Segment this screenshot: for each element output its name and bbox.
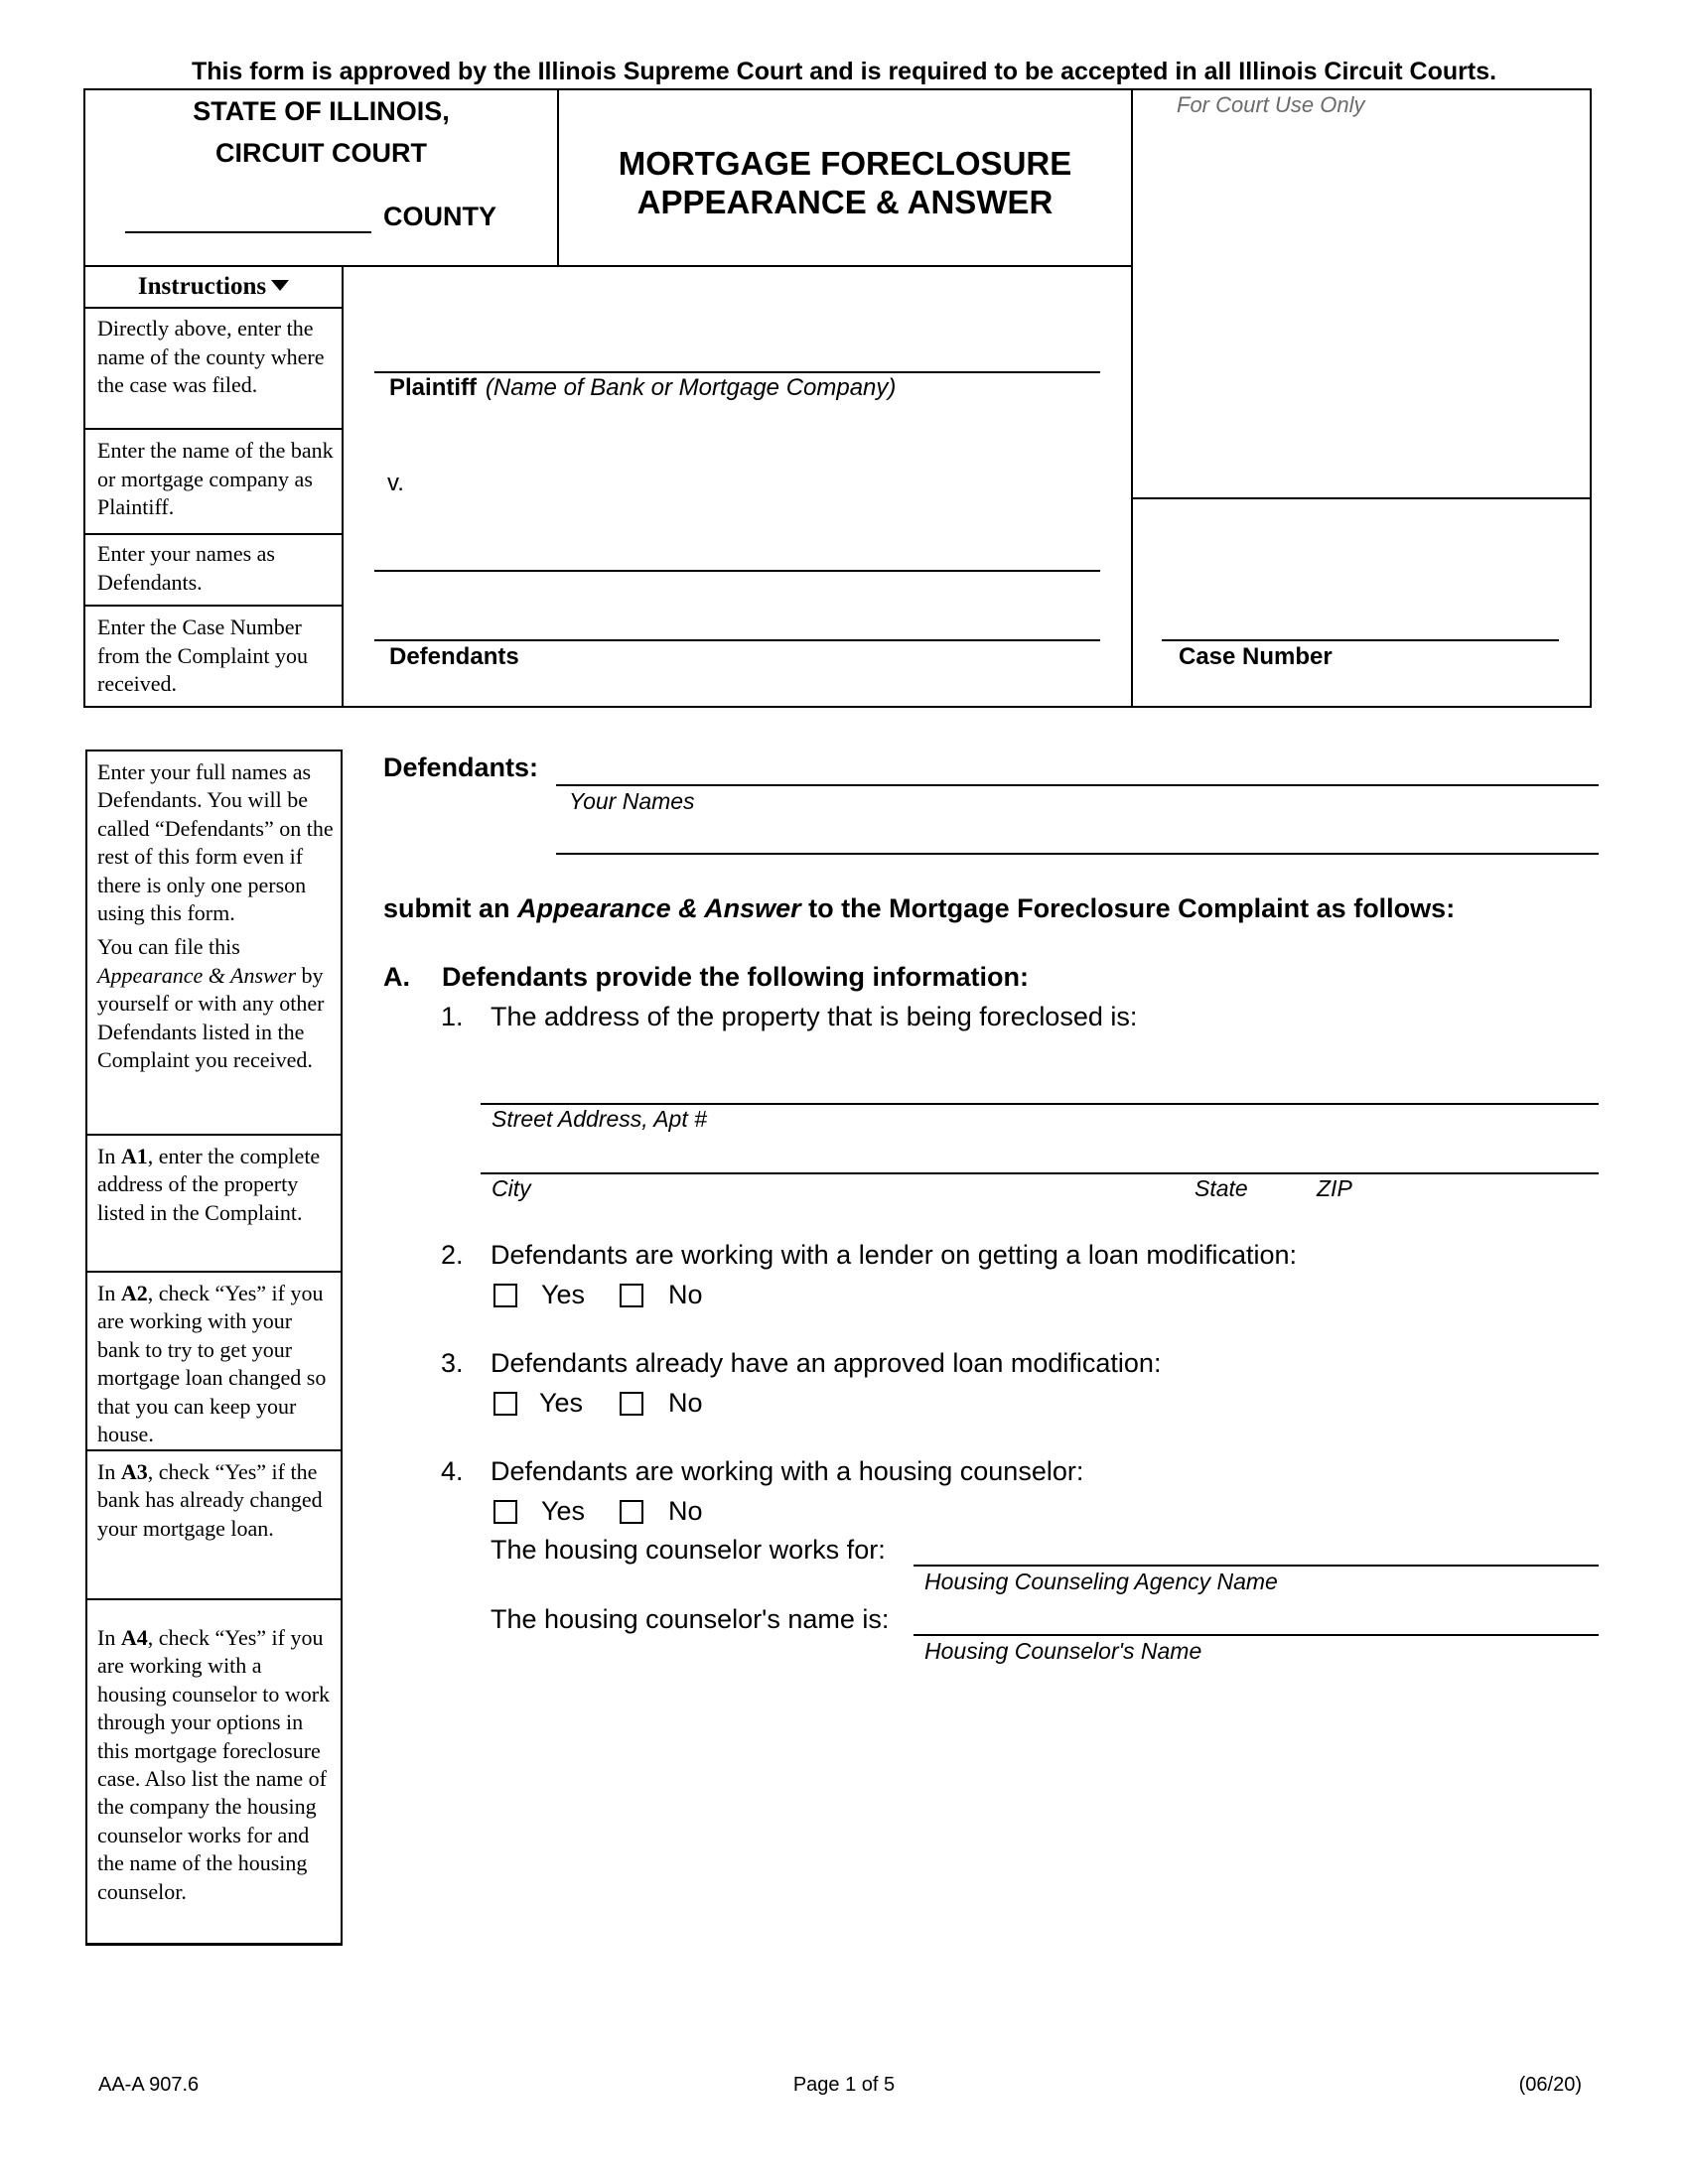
counselor-name-label: The housing counselor's name is: bbox=[491, 1604, 890, 1634]
submit-statement bbox=[383, 893, 1455, 924]
plaintiff-label: Plaintiff bbox=[389, 374, 477, 401]
side-a4-text: , check “Yes” if you are working with a housing counselor to work through your options in this mortgage foreclosure case. Also list the name of the company the housing counselor works for and the name of the housing counselor. bbox=[97, 1625, 331, 1904]
q2-no-label: No bbox=[668, 1280, 703, 1309]
defendants-main-label: Defendants: bbox=[383, 752, 539, 782]
counselor-works-for-label: The housing counselor works for: bbox=[491, 1535, 886, 1565]
side-a2-pre: In bbox=[97, 1281, 121, 1305]
q4-no-checkbox[interactable] bbox=[620, 1500, 643, 1524]
county-label: COUNTY bbox=[383, 202, 496, 231]
instructions-header bbox=[85, 267, 342, 309]
q2-yes-label: Yes bbox=[541, 1280, 586, 1309]
side-filing-italic: Appearance & Answer bbox=[97, 962, 297, 988]
your-names-hint: Your Names bbox=[569, 788, 695, 814]
case-caption bbox=[83, 88, 1592, 708]
submit-post: to the Mortgage Foreclosure Complaint as follows: bbox=[800, 893, 1456, 923]
instruction-plaintiff: Enter the name of the bank or mortgage company as Plaintiff. bbox=[97, 438, 334, 519]
q2-number: 2. bbox=[441, 1240, 464, 1270]
instruction-defendants: Enter your names as Defendants. bbox=[97, 541, 275, 595]
side-a3-ref: A3 bbox=[120, 1459, 148, 1484]
form-code: AA-A 907.6 bbox=[98, 2074, 200, 2096]
county-input-line[interactable] bbox=[125, 231, 371, 233]
versus-label: v. bbox=[387, 470, 404, 496]
q1-number: 1. bbox=[441, 1002, 464, 1031]
triangle-down-icon bbox=[271, 280, 289, 291]
side-cell-a1 bbox=[87, 1136, 341, 1273]
agency-name-input-line[interactable] bbox=[914, 1565, 1599, 1567]
side-cell-a3 bbox=[87, 1451, 341, 1600]
side-a3-text: , check “Yes” if the bank has already changed your mortgage loan. bbox=[97, 1459, 323, 1541]
q4-yes-checkbox[interactable] bbox=[493, 1500, 517, 1524]
your-names-input-line-2[interactable] bbox=[556, 853, 1599, 855]
approval-notice: This form is approved by the Illinois Supreme Court and is required to be accepted in all Illinois Circuit Courts. bbox=[191, 58, 1497, 85]
case-number-label: Case Number bbox=[1179, 643, 1333, 670]
state-hint: State bbox=[1195, 1175, 1248, 1201]
side-cell-defendants bbox=[87, 751, 341, 1134]
side-instructions bbox=[85, 750, 343, 1946]
side-cell-a2 bbox=[87, 1273, 341, 1451]
counselor-name-input-line[interactable] bbox=[914, 1634, 1599, 1636]
section-a-title: Defendants provide the following information: bbox=[442, 962, 1029, 992]
instruction-case-number: Enter the Case Number from the Complaint you received. bbox=[97, 614, 309, 696]
q2-text: Defendants are working with a lender on getting a loan modification: bbox=[491, 1240, 1297, 1270]
side-cell-a4 bbox=[87, 1600, 341, 1943]
side-a3-pre: In bbox=[97, 1459, 121, 1484]
counselor-name-hint: Housing Counselor's Name bbox=[924, 1638, 1202, 1664]
side-filing-post: by yourself or with any other Defendants listed in the Complaint you received. bbox=[97, 962, 325, 1073]
instructions-header-label: Instructions bbox=[137, 273, 267, 300]
side-a1-pre: In bbox=[97, 1144, 121, 1168]
defendants-input-line-2[interactable] bbox=[374, 639, 1100, 641]
q4-number: 4. bbox=[441, 1456, 464, 1486]
defendants-input-line-1[interactable] bbox=[374, 570, 1100, 572]
section-a-letter: A. bbox=[383, 962, 410, 992]
q1-text: The address of the property that is being foreclosed is: bbox=[491, 1002, 1138, 1031]
street-address-input-line[interactable] bbox=[481, 1103, 1599, 1105]
plaintiff-caption bbox=[389, 374, 896, 402]
side-a4-pre: In bbox=[97, 1625, 121, 1650]
side-defendants-note: Enter your full names as Defendants. You will be called “Defendants” on the rest of this form even if there is only one person using this form. bbox=[97, 759, 334, 926]
plaintiff-input-line[interactable] bbox=[374, 371, 1100, 373]
q3-no-checkbox[interactable] bbox=[620, 1392, 643, 1416]
submit-pre: submit an bbox=[383, 893, 518, 923]
form-title-line2: APPEARANCE & ANSWER bbox=[636, 184, 1054, 220]
side-a2-text: , check “Yes” if you are working with your bank to try to get your mortgage loan changed so that you can keep your house. bbox=[97, 1281, 327, 1447]
court-use-label: For Court Use Only bbox=[1177, 92, 1365, 117]
defendants-caption-label: Defendants bbox=[389, 643, 519, 670]
q4-no-label: No bbox=[668, 1496, 703, 1526]
side-a2-ref: A2 bbox=[120, 1281, 148, 1305]
q3-text: Defendants already have an approved loan modification: bbox=[491, 1348, 1162, 1378]
your-names-input-line-1[interactable] bbox=[556, 784, 1599, 786]
plaintiff-hint: (Name of Bank or Mortgage Company) bbox=[485, 374, 897, 401]
q2-no-checkbox[interactable] bbox=[620, 1284, 643, 1307]
page-number: Page 1 of 5 bbox=[792, 2074, 896, 2096]
side-a1-text: , enter the complete address of the property listed in the Complaint. bbox=[97, 1144, 321, 1225]
side-filing-pre: You can file this bbox=[97, 934, 240, 960]
instruction-county: Directly above, enter the name of the county where the case was filed. bbox=[97, 316, 325, 397]
zip-hint: ZIP bbox=[1317, 1175, 1352, 1201]
q3-yes-checkbox[interactable] bbox=[493, 1392, 517, 1416]
street-address-hint: Street Address, Apt # bbox=[492, 1106, 707, 1132]
q3-number: 3. bbox=[441, 1348, 464, 1378]
q2-yes-checkbox[interactable] bbox=[493, 1284, 517, 1307]
city-state-zip-input-line[interactable] bbox=[481, 1172, 1599, 1174]
side-a4-ref: A4 bbox=[120, 1625, 148, 1650]
q3-yes-label: Yes bbox=[539, 1388, 584, 1418]
q3-no-label: No bbox=[668, 1388, 703, 1418]
agency-name-hint: Housing Counseling Agency Name bbox=[924, 1569, 1278, 1594]
case-number-input-line[interactable] bbox=[1162, 639, 1559, 641]
submit-italic: Appearance & Answer bbox=[517, 893, 801, 923]
side-a1-ref: A1 bbox=[120, 1144, 148, 1168]
court-name: CIRCUIT COURT bbox=[215, 138, 427, 168]
form-revision: (06/20) bbox=[1518, 2074, 1582, 2096]
form-title-line1: MORTGAGE FORECLOSURE bbox=[618, 145, 1072, 182]
city-hint: City bbox=[492, 1175, 531, 1201]
q4-text: Defendants are working with a housing counselor: bbox=[491, 1456, 1084, 1486]
side-filing-note bbox=[97, 933, 334, 1074]
q4-yes-label: Yes bbox=[541, 1496, 586, 1526]
state-name: STATE OF ILLINOIS, bbox=[193, 96, 450, 126]
